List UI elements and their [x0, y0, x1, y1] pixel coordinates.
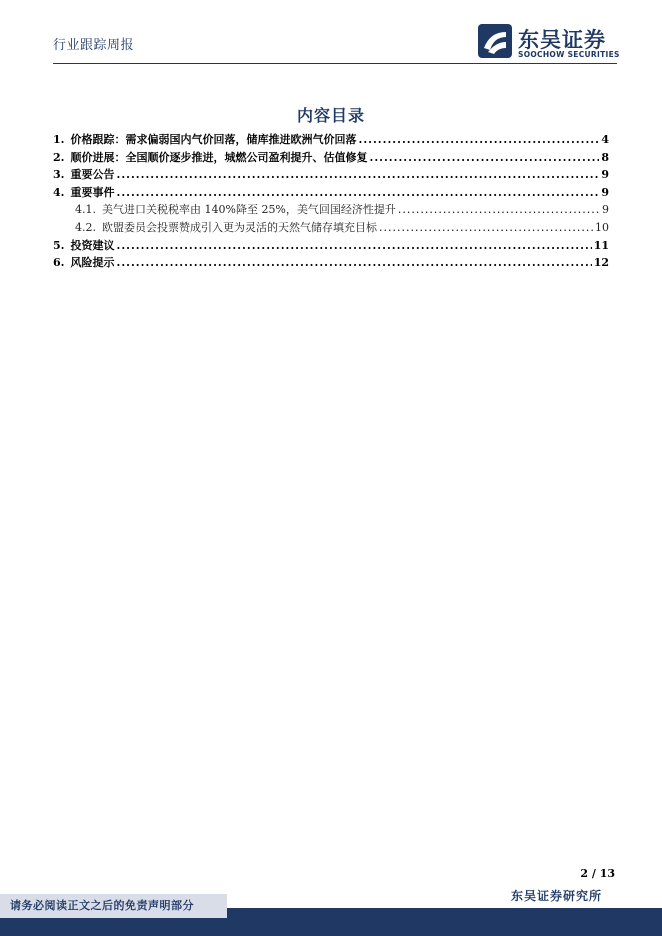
toc-entry-number: 2.: [53, 150, 65, 164]
page-number: 2 / 13: [580, 867, 615, 880]
toc-entry[interactable]: [53, 166, 609, 184]
toc-entry-label: 投资建议: [70, 238, 115, 252]
toc-entry-label: 重要公告: [70, 168, 115, 182]
toc-entry-label: 顺价进展：全国顺价逐步推进，城燃公司盈利提升、估值修复: [70, 150, 368, 164]
company-logo: [478, 24, 618, 64]
report-category: 行业跟踪周报: [53, 38, 135, 53]
toc-entry[interactable]: [53, 237, 609, 255]
toc-leader-dots: [116, 168, 599, 181]
soochow-logo-icon: [478, 24, 512, 58]
table-of-contents: [53, 131, 609, 272]
toc-entry-number: 5.: [53, 238, 65, 252]
toc-entry-number: 4.1.: [75, 203, 96, 217]
logo-english-name: SOOCHOW SECURITIES: [518, 50, 620, 59]
toc-entry-page: 12: [593, 256, 609, 270]
toc-entry-label: 风险提示: [70, 256, 115, 270]
toc-entry-page: 8: [601, 150, 609, 164]
toc-leader-dots: [398, 203, 599, 216]
toc-entry-number: 4.: [53, 185, 65, 199]
toc-entry-page: 11: [593, 238, 609, 252]
toc-subentry[interactable]: [53, 201, 609, 219]
toc-entry-number: 1.: [53, 133, 65, 146]
toc-subentry[interactable]: [53, 219, 609, 237]
toc-entry-number: 3.: [53, 168, 65, 182]
toc-leader-dots: [379, 221, 593, 234]
toc-entry-page: 9: [602, 203, 609, 217]
toc-title: 内容目录: [296, 106, 365, 125]
toc-entry-page: 4: [601, 133, 609, 146]
toc-leader-dots: [369, 151, 599, 164]
toc-leader-dots: [116, 256, 591, 269]
toc-entry-number: 6.: [53, 256, 65, 270]
toc-entry[interactable]: [53, 184, 609, 202]
toc-leader-dots: [116, 186, 599, 199]
toc-entry-page: 10: [595, 220, 609, 234]
toc-entry-label: 欧盟委员会投票赞成引入更为灵活的天然气储存填充目标: [102, 220, 377, 234]
toc-entry-label: 美气进口关税税率由 140%降至 25%，美气回国经济性提升: [102, 203, 396, 217]
toc-entry[interactable]: [53, 254, 609, 272]
logo-chinese-name: 东吴证券: [518, 28, 606, 52]
toc-entry-page: 9: [601, 168, 609, 182]
footer-organization: 东吴证券研究所: [511, 889, 603, 903]
header-divider: [53, 63, 617, 64]
toc-leader-dots: [116, 239, 591, 252]
toc-entry[interactable]: [53, 149, 609, 167]
toc-entry-number: 4.2.: [75, 220, 96, 234]
toc-entry-label: 重要事件: [70, 185, 115, 199]
toc-leader-dots: [358, 133, 599, 146]
toc-entry-page: 9: [601, 185, 609, 199]
disclaimer-notice: 请务必阅读正文之后的免责声明部分: [0, 894, 227, 918]
toc-entry-label: 价格跟踪：需求偏弱国内气价回落，储库推进欧洲气价回落: [70, 133, 357, 146]
toc-entry[interactable]: [53, 131, 609, 149]
